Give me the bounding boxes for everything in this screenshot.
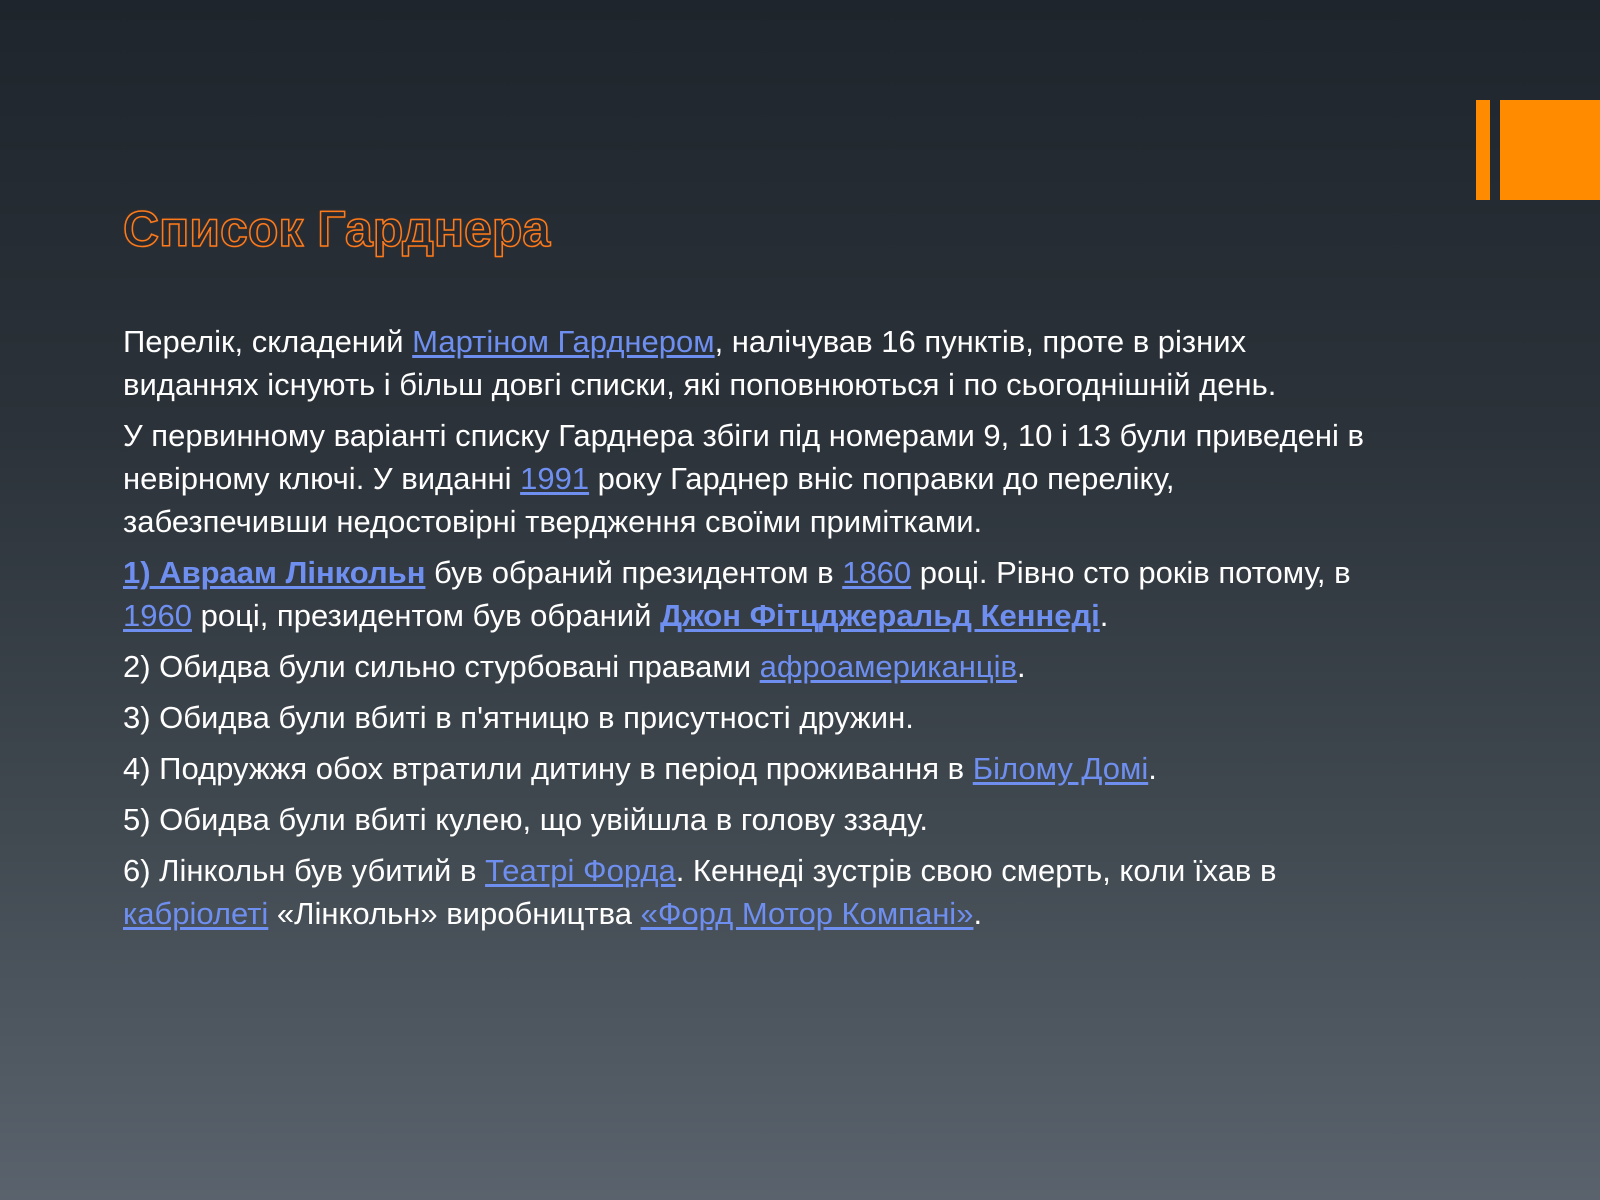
text: У первинному варіанті списку Гарднера збіги під номерами 9, 10 і 13 були приведені в невірному ключі. У виданні xyxy=(123,418,1364,496)
link-ford-motor-company[interactable]: «Форд Мотор Компані» xyxy=(640,896,974,931)
accent-bar-block xyxy=(1500,100,1600,200)
list-item-4 xyxy=(123,747,1383,790)
text: 5) Обидва були вбиті кулею, що увійшла в голову ззаду. xyxy=(123,802,929,837)
text: , налічував 16 пунктів, проте в різних виданнях існують і більш довгі списки, які поповнюються і по сьогоднішній день. xyxy=(123,324,1277,402)
list-item-3 xyxy=(123,696,1383,739)
link-convertible[interactable]: кабріолеті xyxy=(123,896,269,931)
text: . Кеннеді зустрів свою смерть, коли їхав в xyxy=(675,853,1277,888)
list-item-5 xyxy=(123,798,1383,841)
text: . xyxy=(973,896,983,931)
text: Перелік, складений xyxy=(123,324,413,359)
text: 2) Обидва були сильно стурбовані правами xyxy=(123,649,760,684)
link-ford-theatre[interactable]: Театрі Форда xyxy=(485,853,676,888)
paragraph-original xyxy=(123,414,1383,543)
accent-bar-thin xyxy=(1476,100,1490,200)
list-item-1 xyxy=(123,551,1383,637)
text: 4) Подружжя обох втратили дитину в період проживання в xyxy=(123,751,973,786)
slide-title: Список Гарднера xyxy=(123,201,551,257)
link-1860[interactable]: 1860 xyxy=(842,555,912,590)
text: . xyxy=(1016,649,1026,684)
text: . xyxy=(1099,598,1109,633)
list-item-2 xyxy=(123,645,1383,688)
text: . xyxy=(1148,751,1157,786)
text: році. Рівно сто років потому, в xyxy=(911,555,1351,590)
text: «Лінкольн» виробництва xyxy=(268,896,641,931)
text: 3) Обидва були вбиті в п'ятницю в присутності дружин. xyxy=(123,700,914,735)
link-john-f-kennedy[interactable]: Джон Фітцджеральд Кеннеді xyxy=(660,598,1100,633)
link-martin-gardner[interactable]: Мартіном Гарднером xyxy=(412,324,715,359)
link-african-americans[interactable]: афроамериканців xyxy=(759,649,1017,684)
slide-content xyxy=(123,320,1383,943)
link-white-house[interactable]: Білому Домі xyxy=(972,751,1149,786)
link-1960[interactable]: 1960 xyxy=(123,598,192,633)
link-abraham-lincoln[interactable]: 1) Авраам Лінкольн xyxy=(123,555,426,590)
link-1991[interactable]: 1991 xyxy=(520,461,590,496)
paragraph-intro xyxy=(123,320,1383,406)
text: був обраний президентом в xyxy=(425,555,843,590)
text: 6) Лінкольн був убитий в xyxy=(123,853,486,888)
list-item-6 xyxy=(123,849,1383,935)
text: році, президентом був обраний xyxy=(191,598,661,633)
text: року Гарднер вніс поправки до переліку, забезпечивши недостовірні твердження своїми примітками. xyxy=(123,461,1175,539)
